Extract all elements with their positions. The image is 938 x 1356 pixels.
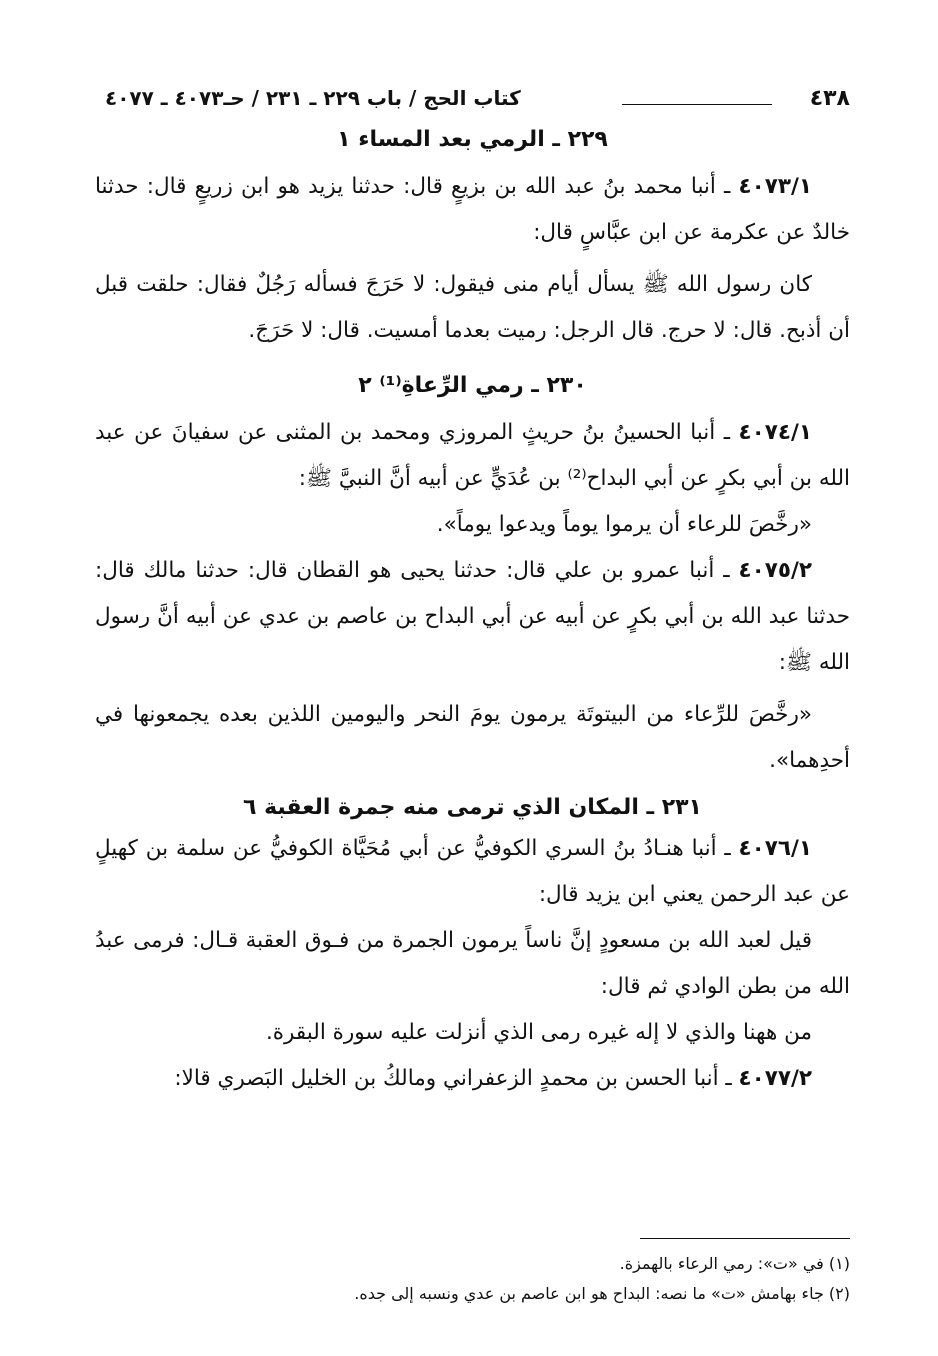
isnad-text: ـ أنبا عمرو بن علي قال: حدثنا يحيى هو القطان قال: حدثنا مالك قال: حدثنا عبد الله بن أبي بكرٍ عن أبيه عن أبي البداح بن عاصم بن عدي عن أبيه أنَّ رسول الله ﷺ: (95, 558, 850, 675)
footnote-1: (١) في «ت»: رمي الرعاء بالهمزة. (619, 1254, 850, 1273)
book-page (95, 78, 850, 1102)
hadith-number: ٤٠٧٦/١ (738, 836, 812, 861)
footnotes (90, 1238, 850, 1309)
footnote-rule (640, 1238, 850, 1239)
hadith-4074-matn: «رخَّصَ للرعاء أن يرموا يوماً ويدعوا يوماً». (436, 512, 812, 537)
header-rule (622, 104, 772, 105)
hadith-4073-matn: كان رسول الله ﷺ يسأل أيام منى فيقول: لا حَرَجَ فسأله رَجُلٌ فقال: حلقت قبل أن أذبح. قال: لا حرج. قال الرجل: رميت بعدما أمسيت. قال: لا حَرَجَ. (95, 272, 850, 343)
running-title: كتاب الحج / باب ٢٢٩ ـ ٢٣١ / حـ٤٠٧٣ ـ ٤٠٧٧ (105, 86, 521, 110)
hadith-number: ٤٠٧٧/٢ (738, 1066, 812, 1091)
isnad-text: ـ أنبا هنـادُ بنُ السري الكوفيُّ عن أبي مُحَيَّاة الكوفيُّ عن سلمة بن كهيلٍ عن عبد الرحمن يعني ابن يزيد قال: (95, 836, 850, 907)
isnad-text: ـ أنبا الحسينُ بنُ حريثٍ المروزي ومحمد بن المثنى عن سفيانَ عن عبد الله بن أبي بكرٍ عن أبي البداح⁽²⁾ بن عُدَيٍّ عن أبيه أنَّ النبيَّ ﷺ: (95, 420, 850, 491)
hadith-4075-isnad (95, 548, 850, 686)
section-231-title: ٢٣١ ـ المكان الذي ترمى منه جمرة العقبة ٦ (242, 795, 702, 820)
hadith-4075-matn: «رخَّصَ للرِّعاء من البيتوتَة يرمون يومَ النحر واليومين اللذين بعده يجمعونها في أحدِهما». (95, 702, 850, 773)
section-229-title: ٢٢٩ ـ الرمي بعد المساء ١ (337, 127, 608, 152)
hadith-4074-isnad (95, 410, 850, 502)
page-header (95, 78, 850, 122)
hadith-number: ٤٠٧٤/١ (738, 420, 812, 445)
hadith-4077-isnad (95, 1056, 850, 1102)
hadith-number: ٤٠٧٣/١ (738, 174, 812, 199)
hadith-4076-quote: من ههنا والذي لا إله غيره رمى الذي أنزلت عليه سورة البقرة. (265, 1020, 812, 1045)
isnad-text: ـ أنبا الحسن بن محمدٍ الزعفراني ومالكُ بن الخليل البَصري قالا: (174, 1066, 739, 1091)
hadith-4076-matn: قيل لعبد الله بن مسعودٍ إنَّ ناساً يرمون الجمرة من فـوق العقبة قـال: فرمى عبدُ الله من بطن الوادي ثم قال: (95, 928, 850, 999)
isnad-text: ـ أنبا محمد بنُ عبد الله بن بزيعٍ قال: حدثنا يزيد هو ابن زريعٍ قال: حدثنا خالدٌ عن عكرمة عن ابن عبَّاسٍ قال: (95, 174, 850, 245)
footnote-2: (٢) جاء بهامش «ت» ما نصه: البداح هو ابن عاصم بن عدي ونسبه إلى جده. (354, 1284, 850, 1303)
page-number: ٤٣٨ (809, 86, 850, 111)
hadith-4076-isnad (95, 826, 850, 918)
hadith-4073-isnad (95, 164, 850, 256)
spacer (95, 354, 850, 368)
hadith-number: ٤٠٧٥/٢ (738, 558, 812, 583)
section-230-title: ٢٣٠ ـ رمي الرِّعاةِ⁽¹⁾ ٢ (358, 373, 587, 398)
